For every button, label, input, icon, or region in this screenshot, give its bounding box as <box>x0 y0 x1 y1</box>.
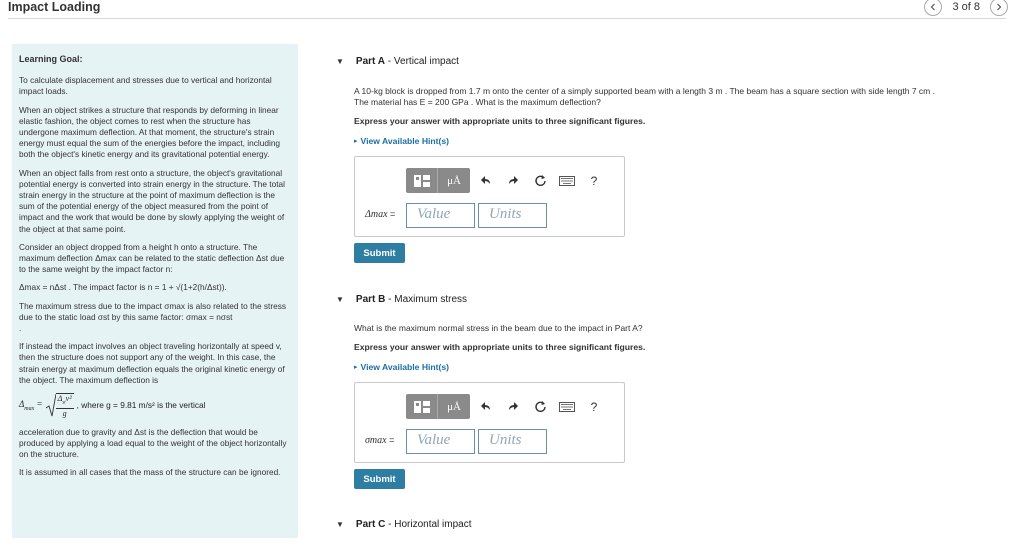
parts-column <box>330 44 1020 552</box>
redo-button[interactable] <box>502 170 524 192</box>
part-b-question: What is the maximum normal stress in the beam due to the impact in Part A? <box>354 323 643 333</box>
toolbar-button-group <box>406 168 470 193</box>
help-button[interactable]: ? <box>590 399 598 414</box>
collapse-caret-icon: ▼ <box>336 520 344 529</box>
part-a-label: Part A <box>355 56 386 67</box>
part-b-label: Part B <box>355 294 386 305</box>
part-a-question-line-2: The material has E = 200 GPa . What is the maximum deflection? <box>354 97 601 107</box>
templates-icon <box>413 400 431 414</box>
velocity-fraction <box>56 393 74 418</box>
learning-goal-panel <box>12 44 298 538</box>
goal-paragraph-2: When an object strikes a structure that responds by deforming in linear elastic fashion, the object comes to rest when the structure has undergone maximum deflection. At that moment, the structure's strain energy must equal the sum of the energies before the impact, including both the object's kinetic energy and its gravitational potential energy. <box>19 104 281 160</box>
part-a-answer-label <box>365 209 395 220</box>
part-a-header[interactable] <box>336 56 459 67</box>
templates-button[interactable] <box>406 168 438 193</box>
next-button[interactable] <box>990 0 1008 16</box>
redo-icon <box>507 401 519 413</box>
part-b-hint-link[interactable] <box>354 362 449 372</box>
templates-icon <box>413 174 431 188</box>
part-b-title <box>356 294 467 305</box>
part-a-answer-box <box>354 156 625 237</box>
templates-button[interactable] <box>406 394 438 419</box>
learning-goal-heading: Learning Goal: <box>19 54 83 64</box>
part-b-value-input[interactable]: Value <box>406 429 475 454</box>
part-b-express: Express your answer with appropriate units to three significant figures. <box>354 342 646 352</box>
part-b-equals: = <box>389 435 395 445</box>
radical-sign-icon <box>46 393 56 417</box>
reset-button[interactable] <box>529 170 551 192</box>
chevron-right-icon <box>995 3 1003 11</box>
part-a-equals: = <box>390 209 396 219</box>
part-a-toolbar <box>406 168 605 193</box>
collapse-caret-icon: ▼ <box>336 57 344 66</box>
part-a-units-input[interactable]: Units <box>478 203 547 228</box>
header-divider <box>8 18 1006 19</box>
part-b-units-input[interactable]: Units <box>478 429 547 454</box>
goal-paragraph-5 <box>19 301 292 335</box>
part-a-hint-label: View Available Hint(s) <box>360 136 450 146</box>
impact-factor-formula: Δmax = nΔst . The impact factor is n = 1 + √(1+2(h/Δst)). <box>19 282 227 293</box>
goal-paragraph-1: To calculate displacement and stresses due to vertical and horizontal impact loads. <box>19 75 272 97</box>
redo-button[interactable] <box>502 396 524 418</box>
part-a-subtitle: - Vertical impact <box>385 56 459 67</box>
caret-right-icon: ▸ <box>354 138 358 145</box>
part-a-answer-var: Δmax <box>365 209 388 220</box>
fraction-numerator: $\Delta_{st}v^2$ <box>56 394 74 409</box>
part-b-answer-box <box>354 382 625 463</box>
keyboard-icon <box>559 176 575 186</box>
sqrt-expression <box>46 393 74 418</box>
undo-icon <box>480 401 492 413</box>
help-button[interactable]: ? <box>590 173 598 188</box>
part-a-question-line-1: A 10-kg block is dropped from 1.7 m onto the center of a simply supported beam with a length 3 m . The beam has a square section with side length 7 cm . <box>354 86 935 96</box>
part-b-submit-button[interactable]: Submit <box>354 469 405 489</box>
undo-button[interactable] <box>475 396 497 418</box>
part-a-submit-button[interactable]: Submit <box>354 243 405 263</box>
part-a-express: Express your answer with appropriate units to three significant figures. <box>354 116 646 126</box>
keyboard-button[interactable] <box>556 396 578 418</box>
reset-icon <box>534 400 547 413</box>
part-c-title <box>356 519 472 530</box>
part-a-hint-link[interactable] <box>354 136 449 146</box>
goal-paragraph-3: When an object falls from rest onto a structure, the object's gravitational potential energy is converted into strain energy in the structure. The total strain energy in the structure at the point of maximum deflection is the sum of the potential energy of the object measured from the point of impact and the work that would be done by slowly applying the weight of the object at that same point. <box>19 167 285 234</box>
top-bar <box>0 0 1024 18</box>
undo-icon <box>480 175 492 187</box>
part-b-header[interactable] <box>336 294 467 305</box>
formula-tail: , where g = 9.81 m/s² is the vertical <box>76 400 206 411</box>
reset-icon <box>534 174 547 187</box>
delta-max-symbol: $\Delta_{max}$ = <box>19 398 43 412</box>
chevron-left-icon <box>929 3 937 11</box>
stress-relation-text: The maximum stress due to the impact σmax is also related to the stress due to the static load σst by this same factor: σmax = nσst <box>19 300 287 322</box>
reset-button[interactable] <box>529 396 551 418</box>
goal-paragraph-8: It is assumed in all cases that the mass of the structure can be ignored. <box>19 467 281 478</box>
units-button[interactable]: μÅ <box>447 400 461 413</box>
part-a-value-input[interactable]: Value <box>406 203 475 228</box>
part-c-subtitle: - Horizontal impact <box>385 519 472 530</box>
page-title: Impact Loading <box>8 0 101 14</box>
part-b-answer-label <box>365 435 394 446</box>
redo-icon <box>507 175 519 187</box>
part-b-subtitle: - Maximum stress <box>385 294 468 305</box>
part-b-hint-label: View Available Hint(s) <box>360 362 450 372</box>
part-b-answer-var: σmax <box>365 435 387 446</box>
keyboard-button[interactable] <box>556 170 578 192</box>
fraction-denominator: g <box>62 408 67 418</box>
part-b-toolbar <box>406 394 605 419</box>
goal-paragraph-7: acceleration due to gravity and Δst is the deflection that would be produced by applying a load equal to the weight of the object horizontally on the structure. <box>19 426 287 460</box>
previous-button[interactable] <box>924 0 942 16</box>
undo-button[interactable] <box>475 170 497 192</box>
goal-paragraph-4: Consider an object dropped from a height h onto a structure. The maximum deflection Δmax can be related to the static deflection Δst due to the same weight by the impact factor n: <box>19 241 285 275</box>
horizontal-deflection-formula <box>19 393 292 418</box>
caret-right-icon: ▸ <box>354 364 358 371</box>
part-c-label: Part C <box>355 519 386 530</box>
pager <box>924 0 1008 16</box>
page-indicator: 3 of 8 <box>952 1 980 13</box>
stress-relation-end: . <box>19 323 22 334</box>
toolbar-button-group <box>406 394 470 419</box>
collapse-caret-icon: ▼ <box>336 295 344 304</box>
units-button[interactable]: μÅ <box>447 174 461 187</box>
part-c-header[interactable] <box>336 519 472 530</box>
part-a-title <box>356 56 459 67</box>
part-a-question <box>354 86 1004 108</box>
keyboard-icon <box>559 402 575 412</box>
goal-paragraph-6: If instead the impact involves an object traveling horizontally at speed v, then the structure does not support any of the weight. In this case, the strain energy at maximum deflection equals the original kinetic energy of the object. The maximum deflection is <box>19 341 285 385</box>
